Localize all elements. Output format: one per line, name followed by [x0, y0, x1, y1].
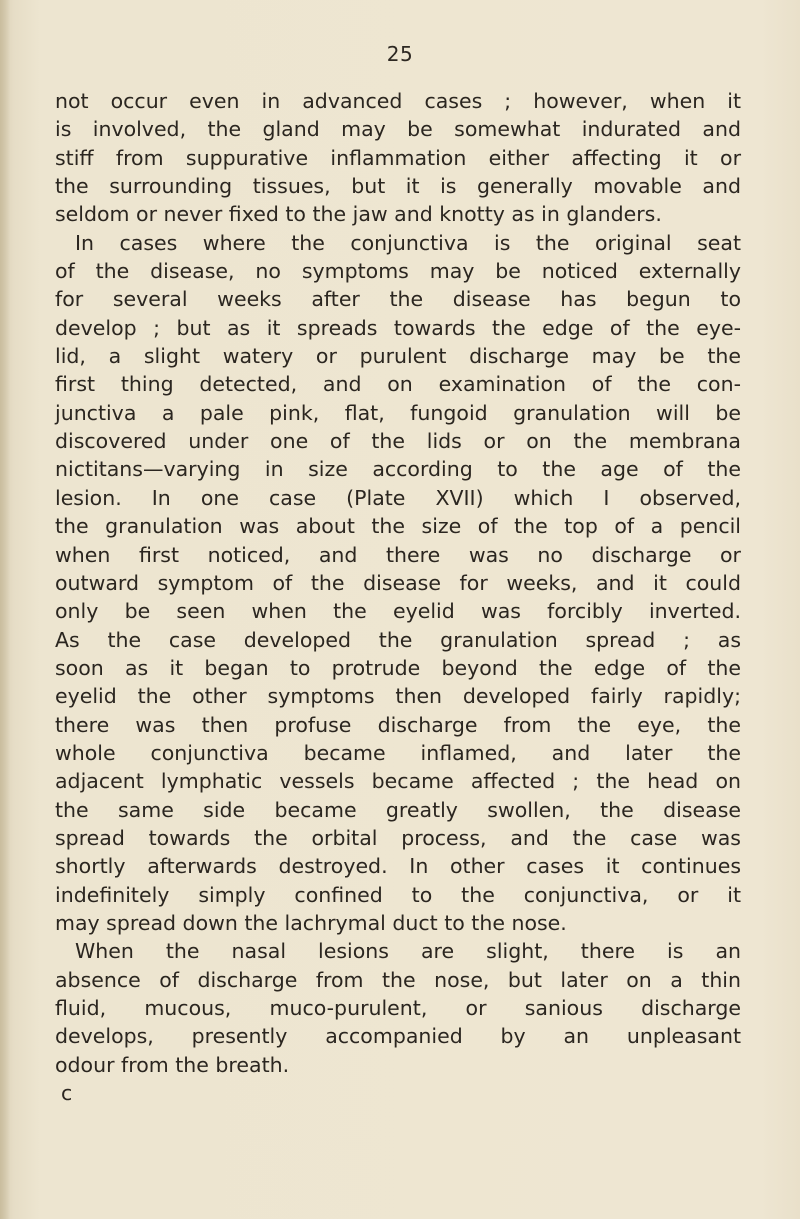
- text-line: fluid, mucous, muco-purulent, or sanious discharge: [55, 996, 741, 1020]
- text-line: spread towards the orbital process, and the case was: [55, 825, 741, 850]
- text-line: In cases where the conjunctiva is the original seat: [75, 230, 741, 255]
- text-line: not occur even in advanced cases ; however, when it: [55, 89, 741, 113]
- text-line: of the disease, no symptoms may be noticed externally: [55, 259, 741, 284]
- text-line: develops, presently accompanied by an unpleasant: [55, 1024, 741, 1049]
- text-line: the same side became greatly swollen, the disease: [55, 797, 741, 822]
- text-line: for several weeks after the disease has begun to: [55, 287, 741, 312]
- text-line: there was then profuse discharge from the eye, the: [55, 712, 741, 737]
- text-line: lesion. In one case (Plate XVII) which I observed,: [55, 485, 741, 510]
- text-line: may spread down the lachrymal duct to the nose.: [55, 910, 567, 935]
- text-line: is involved, the gland may be somewhat indurated and: [55, 117, 741, 142]
- text-line: absence of discharge from the nose, but later on a thin: [55, 967, 741, 992]
- text-line: stiff from suppurative inflammation either affecting it or: [55, 145, 741, 170]
- spine-shadow: [0, 0, 10, 1219]
- text-line: When the nasal lesions are slight, there is an: [75, 939, 741, 964]
- text-line: only be seen when the eyelid was forcibly inverted.: [55, 599, 741, 624]
- text-line: develop ; but as it spreads towards the edge of the eye-: [55, 315, 741, 340]
- page-number: 25: [386, 42, 414, 66]
- text-line: when first noticed, and there was no discharge or: [55, 542, 741, 567]
- text-line: adjacent lymphatic vessels became affected ; the head on: [55, 769, 741, 794]
- text-line: nictitans—varying in size according to the age of the: [55, 457, 741, 482]
- text-line: the granulation was about the size of the top of a pencil: [55, 514, 741, 539]
- text-line: soon as it began to protrude beyond the edge of the: [55, 655, 741, 680]
- text-line: junctiva a pale pink, flat, fungoid granulation will be: [55, 400, 741, 425]
- text-line: the surrounding tissues, but it is generally movable and: [55, 174, 741, 199]
- text-line: indefinitely simply confined to the conjunctiva, or it: [55, 882, 741, 907]
- text-line: lid, a slight watery or purulent discharge may be the: [55, 344, 741, 369]
- text-line: odour from the breath.: [55, 1052, 290, 1077]
- text-line: whole conjunctiva became inflamed, and later the: [55, 740, 741, 765]
- signature-mark: c: [61, 1081, 73, 1106]
- text-line: discovered under one of the lids or on the membrana: [55, 429, 741, 454]
- text-line: seldom or never fixed to the jaw and knotty as in glanders.: [55, 202, 662, 227]
- body-text: [55, 87, 741, 1107]
- text-line: outward symptom of the disease for weeks, and it could: [55, 570, 741, 595]
- text-line: As the case developed the granulation spread ; as: [55, 627, 741, 652]
- text-line: eyelid the other symptoms then developed fairly rapidly;: [55, 684, 741, 709]
- text-line: shortly afterwards destroyed. In other cases it continues: [55, 854, 741, 879]
- text-line: first thing detected, and on examination of the con-: [55, 372, 741, 397]
